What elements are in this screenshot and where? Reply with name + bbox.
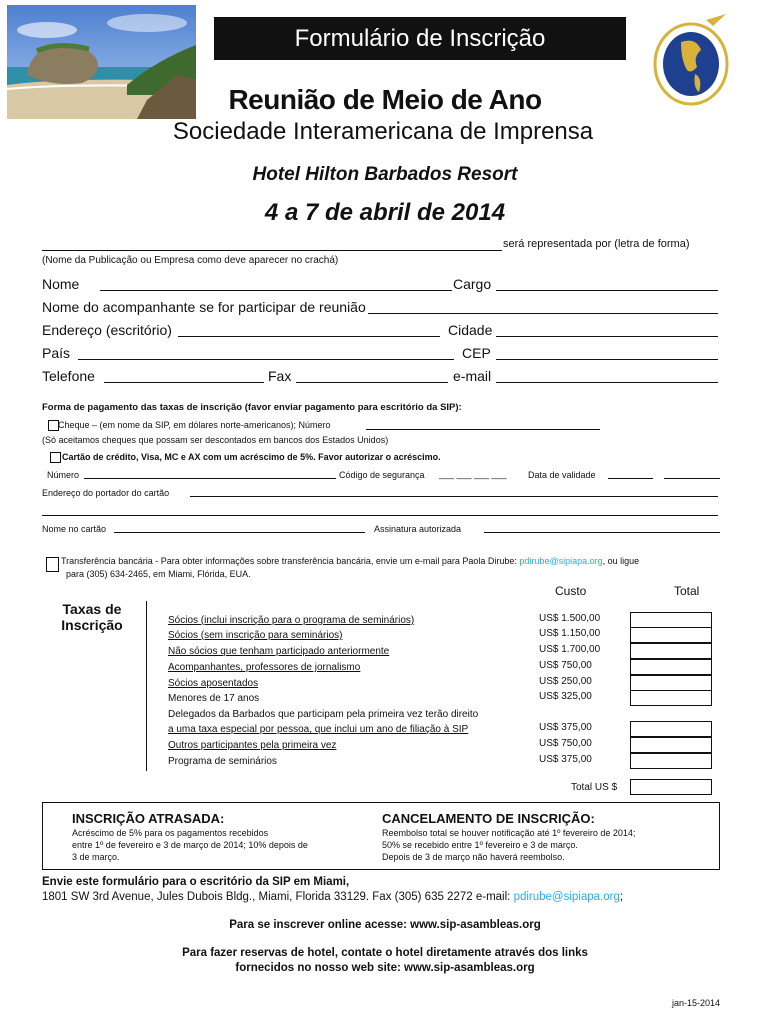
hotel-reservation-line1: Para fazer reservas de hotel, contate o hotel diretamente através dos links: [182, 947, 588, 959]
cancel-line1: Reembolso total se houver notificação até 1º fevereiro de 2014;: [382, 828, 636, 838]
fee-total-box[interactable]: [630, 659, 712, 675]
name-on-card-label: Nome no cartão: [42, 524, 107, 534]
cardholder-address-label: Endereço do portador do cartão: [42, 488, 170, 498]
fee-total-box[interactable]: [630, 675, 712, 691]
fee-item-companions: Acompanhantes, professores de jornalismo: [168, 662, 361, 673]
transfer-phone: para (305) 634-2465, em Miami, Flórida, EUA.: [66, 569, 251, 579]
fee-price: US$ 1.150,00: [539, 628, 601, 639]
country-label: País: [42, 345, 71, 361]
hotel-reservation-line2: fornecidos no nosso web site: www.sip-asambleas.org: [235, 962, 535, 974]
total-header: Total: [674, 584, 700, 598]
position-label: Cargo: [453, 276, 492, 292]
address-field[interactable]: [178, 322, 440, 337]
cost-header: Custo: [555, 584, 587, 598]
email-label: e-mail: [453, 368, 492, 384]
fee-item-barbados-delegates-cont: a uma taxa especial por pessoa, que inclui um ano de filiação à SIP: [168, 724, 469, 735]
fee-price: US$ 1.700,00: [539, 644, 601, 655]
cheque-number-field[interactable]: [366, 418, 600, 430]
cardholder-address-field-2[interactable]: [42, 504, 718, 516]
security-code-label: Código de segurança: [339, 470, 425, 480]
cheque-label: Cheque – (em nome da SIP, em dólares norte-americanos); Número: [58, 420, 331, 430]
send-instructions: Envie este formulário para o escritório da SIP em Miami,: [42, 876, 350, 888]
fee-item-members-no-seminar: Sócios (sem inscrição para seminários): [168, 630, 343, 641]
cheque-note: (Só aceitamos cheques que possam ser descontados em bancos dos Estados Unidos): [42, 435, 389, 445]
fee-total-box[interactable]: [630, 612, 712, 628]
organization-name: Sociedade Interamericana de Imprensa: [172, 118, 594, 145]
fee-total-box[interactable]: [630, 643, 712, 659]
fee-price: US$ 250,00: [539, 676, 592, 687]
online-registration: Para se inscrever online acesse: www.sip-asambleas.org: [229, 919, 541, 931]
name-field[interactable]: [100, 276, 452, 291]
companion-label: Nome do acompanhante se for participar de reunião: [42, 299, 366, 315]
hotel-name: Hotel Hilton Barbados Resort: [252, 164, 518, 185]
phone-label: Telefone: [42, 368, 95, 384]
publication-field[interactable]: [42, 236, 502, 251]
late-title: INSCRIÇÃO ATRASADA:: [72, 811, 225, 826]
transfer-text: Transferência bancária - Para obter informações sobre transferência bancária, envie um e-mail para Paola Dirube:: [61, 556, 517, 566]
city-label: Cidade: [448, 322, 493, 338]
fee-item-barbados-delegates: Delegados da Barbados que participam pela primeira vez terão direito: [168, 709, 479, 720]
total-label: Total US $: [571, 782, 618, 793]
cancel-text: [382, 827, 635, 863]
companion-field[interactable]: [368, 299, 718, 314]
fee-price: US$ 375,00: [539, 722, 592, 733]
grand-total-box[interactable]: [630, 779, 712, 795]
footer-email-after: ;: [619, 891, 624, 903]
city-field[interactable]: [496, 322, 718, 337]
phone-field[interactable]: [104, 368, 264, 383]
fee-price: US$ 750,00: [539, 738, 592, 749]
late-line2: entre 1º de fevereiro e 3 de março de 2014; 10% depois de: [72, 840, 308, 850]
late-text: [72, 827, 308, 863]
fee-total-box[interactable]: [630, 690, 712, 706]
card-number-field[interactable]: [84, 467, 336, 479]
represented-label: será representada por (letra de forma): [503, 238, 690, 250]
fee-total-box[interactable]: [630, 721, 712, 737]
fee-item-first-time: Outros participantes pela primeira vez: [168, 740, 337, 751]
zip-label: CEP: [462, 345, 491, 361]
card-checkbox[interactable]: [50, 452, 61, 463]
fee-price: US$ 750,00: [539, 660, 592, 671]
zip-field[interactable]: [496, 345, 718, 360]
expiry-month-field[interactable]: [608, 467, 653, 479]
fee-item-minors: Menores de 17 anos: [168, 693, 260, 704]
publication-note: (Nome da Publicação ou Empresa como deve aparecer no crachá): [42, 255, 339, 266]
email-field[interactable]: [496, 368, 718, 383]
country-field[interactable]: [78, 345, 454, 360]
name-label: Nome: [42, 276, 80, 292]
fax-label: Fax: [268, 368, 292, 384]
fee-total-box[interactable]: [630, 737, 712, 753]
footer-email-link[interactable]: pdirube@sipiapa.org: [513, 891, 620, 903]
revision-date: jan-15-2014: [672, 998, 721, 1008]
late-line1: Acréscimo de 5% para os pagamentos recebidos: [72, 828, 269, 838]
card-label: Cartão de crédito, Visa, MC e AX com um acréscimo de 5%. Favor autorizar o acréscimo.: [62, 452, 441, 462]
transfer-after: , ou ligue: [602, 556, 640, 566]
expiry-label: Data de validade: [528, 470, 596, 480]
name-on-card-field[interactable]: [114, 521, 365, 533]
address-label: Endereço (escritório): [42, 322, 172, 338]
cancel-title: CANCELAMENTO DE INSCRIÇÃO:: [382, 811, 595, 826]
mailing-address: [42, 891, 623, 903]
card-number-label: Número: [47, 470, 80, 480]
fee-price: US$ 375,00: [539, 754, 592, 765]
fee-price: US$ 325,00: [539, 691, 592, 702]
late-line3: 3 de março.: [72, 852, 120, 862]
security-code-field[interactable]: ___ ___ ___ ___: [439, 469, 507, 479]
fee-item-retired: Sócios aposentados: [168, 678, 259, 689]
fees-heading-line1: Taxas de: [62, 601, 122, 617]
position-field[interactable]: [496, 276, 718, 291]
signature-field[interactable]: [484, 521, 720, 533]
cardholder-address-field[interactable]: [190, 485, 718, 497]
fees-divider: [146, 601, 147, 771]
meeting-dates: 4 a 7 de abril de 2014: [264, 199, 506, 226]
fee-item-seminar: Programa de seminários: [168, 756, 277, 767]
meeting-title: Reunião de Meio de Ano: [228, 84, 542, 115]
fees-heading: [58, 601, 126, 633]
fee-total-box[interactable]: [630, 753, 712, 769]
expiry-year-field[interactable]: [664, 467, 720, 479]
fee-total-box[interactable]: [630, 627, 712, 643]
form-banner: Formulário de Inscrição: [214, 17, 626, 60]
transfer-checkbox[interactable]: [46, 557, 59, 572]
fee-item-non-members: Não sócios que tenham participado anteriormente: [168, 646, 390, 657]
fax-field[interactable]: [296, 368, 448, 383]
fee-item-members-with-seminar: Sócios (inclui inscrição para o programa de seminários): [168, 615, 415, 626]
cancel-line2: 50% se recebido entre 1º fevereiro e 3 de março.: [382, 840, 578, 850]
payment-heading: Forma de pagamento das taxas de inscrição (favor enviar pagamento para escritório da SIP):: [42, 402, 462, 413]
transfer-info: [61, 556, 639, 566]
transfer-email-link[interactable]: pdirube@sipiapa.org: [519, 556, 603, 566]
address-text: 1801 SW 3rd Avenue, Jules Dubois Bldg., Miami, Florida 33129. Fax (305) 635 2272 e-mail:: [42, 891, 511, 903]
fee-price: US$ 1.500,00: [539, 613, 601, 624]
signature-label: Assinatura autorizada: [374, 524, 462, 534]
fees-heading-line2: Inscrição: [61, 617, 123, 633]
cancel-line3: Depois de 3 de março não haverá reembolso.: [382, 852, 565, 862]
